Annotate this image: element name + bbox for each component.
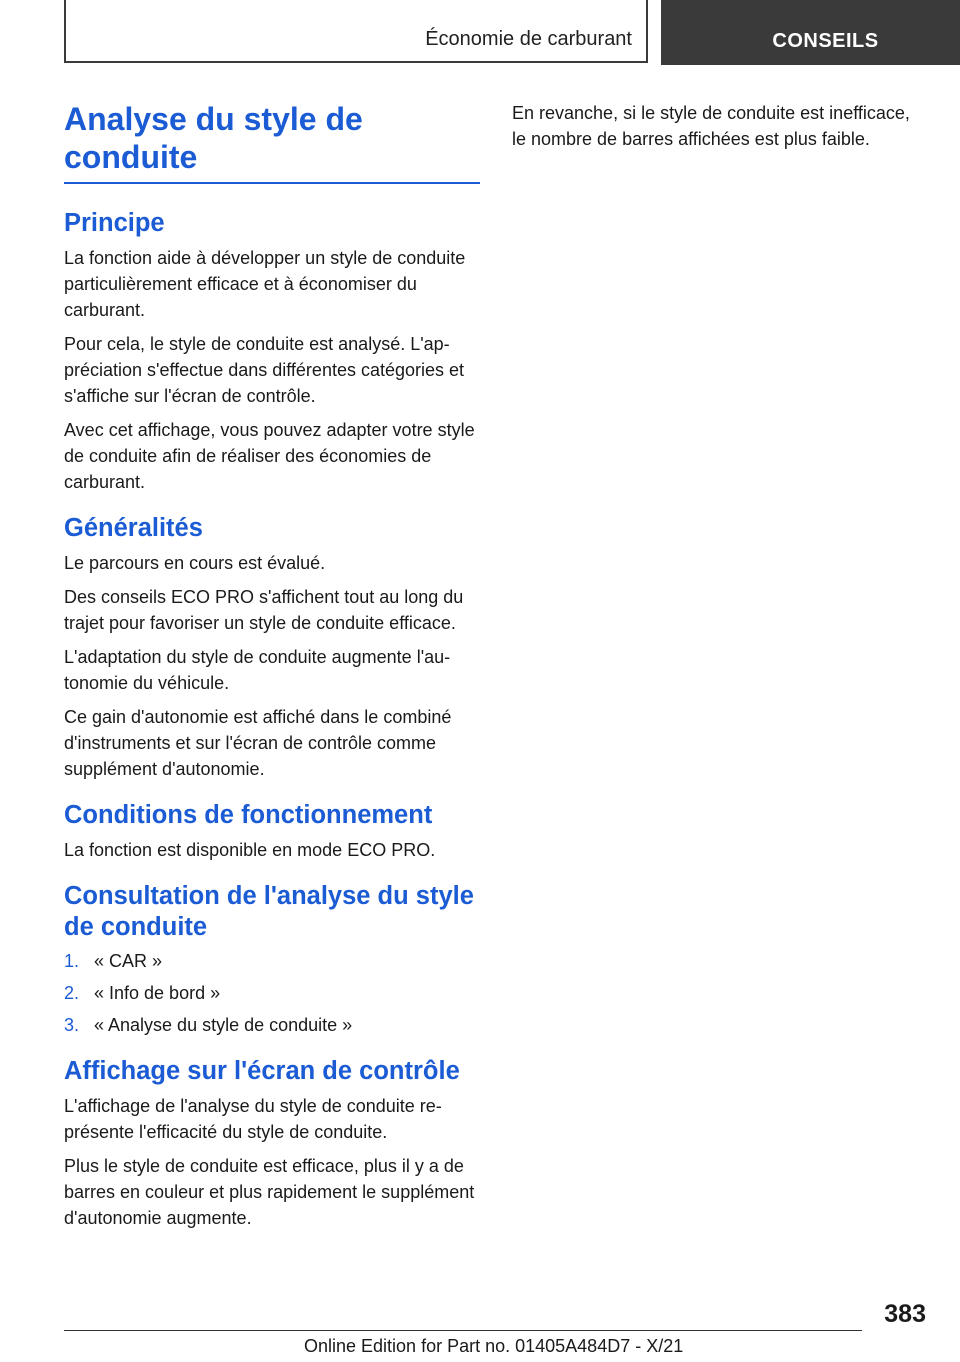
step-number: 3.: [64, 1015, 80, 1035]
header-chapter-tab: [661, 0, 960, 65]
steps-list: [64, 948, 480, 1038]
paragraph: Avec cet affichage, vous pouvez adapter votre style de conduite afin de réaliser des économies de carburant.: [64, 420, 475, 492]
page-number: 383: [884, 1300, 926, 1328]
list-item: [64, 1012, 480, 1038]
heading-conditions: Conditions de fonctionnement: [64, 801, 433, 829]
header-section-title: Économie de carburant: [425, 28, 632, 50]
paragraph: Pour cela, le style de conduite est analysé. L'appréciation s'effectue dans différentes catégories et s'affiche sur l'écran de contrôle.: [64, 334, 465, 406]
step-text: « Info de bord »: [94, 983, 221, 1003]
heading-affichage: Affichage sur l'écran de contrôle: [64, 1057, 460, 1085]
paragraph: Ce gain d'autonomie est affiché dans le combiné d'instruments et sur l'écran de contrôle comme supplément d'autonomie.: [64, 707, 452, 779]
footer-divider: [64, 1330, 862, 1331]
step-number: 1.: [64, 951, 80, 971]
step-number: 2.: [64, 983, 80, 1003]
paragraph: Le parcours en cours est évalué.: [64, 553, 326, 573]
paragraph: La fonction est disponible en mode ECO PRO.: [64, 840, 436, 860]
list-item: [64, 980, 480, 1006]
right-column: [512, 100, 922, 152]
header-section-box: [64, 0, 648, 63]
step-text: « CAR »: [94, 951, 163, 971]
heading-principe: Principe: [64, 209, 165, 237]
paragraph: L'adaptation du style de conduite augmente l'autonomie du véhicule.: [64, 647, 451, 693]
paragraph: La fonction aide à développer un style de conduite particulièrement efficace et à économiser du carburant.: [64, 248, 466, 320]
footer-edition: Online Edition for Part no. 01405A484D7 - X/21: [304, 1336, 684, 1356]
paragraph: En revanche, si le style de conduite est inefficace, le nombre de barres affichées est plus faible.: [512, 103, 910, 149]
header-chapter-label: CONSEILS: [772, 30, 879, 52]
paragraph: Plus le style de conduite est efficace, plus il y a de barres en couleur et plus rapidement le supplément d'autonomie augmente.: [64, 1156, 475, 1228]
page-title: Analyse du style de conduite: [64, 100, 480, 184]
paragraph: Des conseils ECO PRO s'affichent tout au long du trajet pour favoriser un style de conduite efficace.: [64, 587, 464, 633]
left-column: [64, 100, 480, 1231]
heading-consultation: Consultation de l'analyse du style de conduite: [64, 882, 474, 941]
step-text: « Analyse du style de conduite »: [94, 1015, 353, 1035]
paragraph: L'affichage de l'analyse du style de conduite représente l'efficacité du style de conduite.: [64, 1096, 442, 1142]
list-item: [64, 948, 480, 974]
heading-generalites: Généralités: [64, 514, 203, 542]
